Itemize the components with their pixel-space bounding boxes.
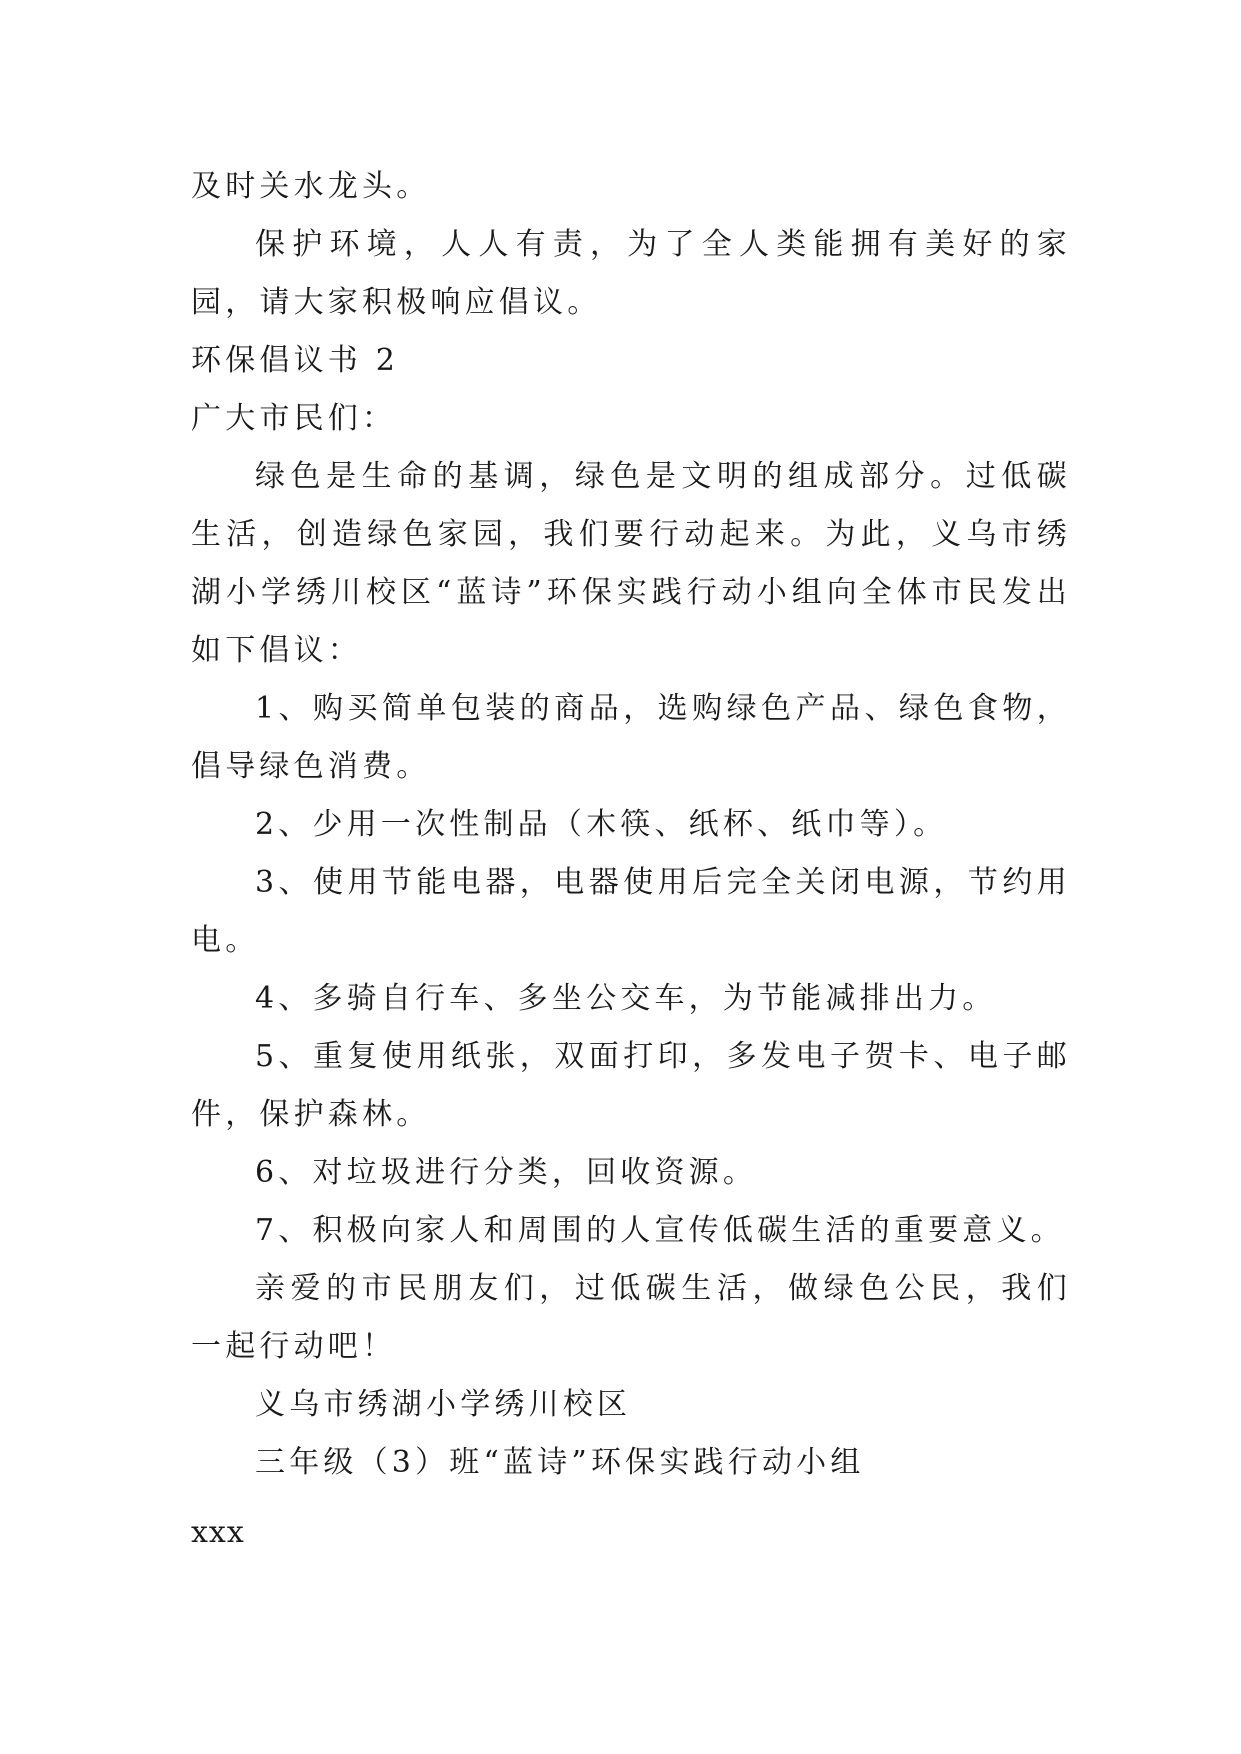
list-item-3: 3、使用节能电器，电器使用后完全关闭电源，节约用电。	[191, 865, 1071, 958]
list-item-1: 1、购买简单包装的商品，选购绿色产品、绿色食物，倡导绿色消费。	[191, 691, 1071, 784]
paragraph-closing-fragment: 及时关水龙头。	[191, 169, 431, 204]
paragraph-intro: 绿色是生命的基调，绿色是文明的组成部分。过低碳生活，创造绿色家园，我们要行动起来。为此，义乌市绣湖小学绣川校区“蓝诗”环保实践行动小组向全体市民发出如下倡议：	[191, 459, 1071, 668]
list-item-4: 4、多骑自行车、多坐公交车，为节能减排出力。	[255, 981, 997, 1016]
section-title: 环保倡议书 2	[191, 343, 400, 378]
document-body	[191, 158, 1071, 1562]
salutation: 广大市民们：	[191, 401, 397, 436]
paragraph-appeal: 保护环境，人人有责，为了全人类能拥有美好的家园，请大家积极响应倡议。	[191, 227, 1071, 320]
signature-group: 三年级（3）班“蓝诗”环保实践行动小组	[255, 1445, 865, 1480]
list-item-6: 6、对垃圾进行分类，回收资源。	[255, 1155, 758, 1190]
paragraph-closing: 亲爱的市民朋友们，过低碳生活，做绿色公民，我们一起行动吧！	[191, 1271, 1071, 1364]
list-item-7: 7、积极向家人和周围的人宣传低碳生活的重要意义。	[255, 1213, 1065, 1248]
list-item-5: 5、重复使用纸张，双面打印，多发电子贺卡、电子邮件，保护森林。	[191, 1039, 1071, 1132]
signature-school: 义乌市绣湖小学绣川校区	[255, 1387, 632, 1422]
signature-placeholder: xxx	[191, 1515, 245, 1550]
list-item-2: 2、少用一次性制品（木筷、纸杯、纸巾等）。	[255, 807, 948, 842]
